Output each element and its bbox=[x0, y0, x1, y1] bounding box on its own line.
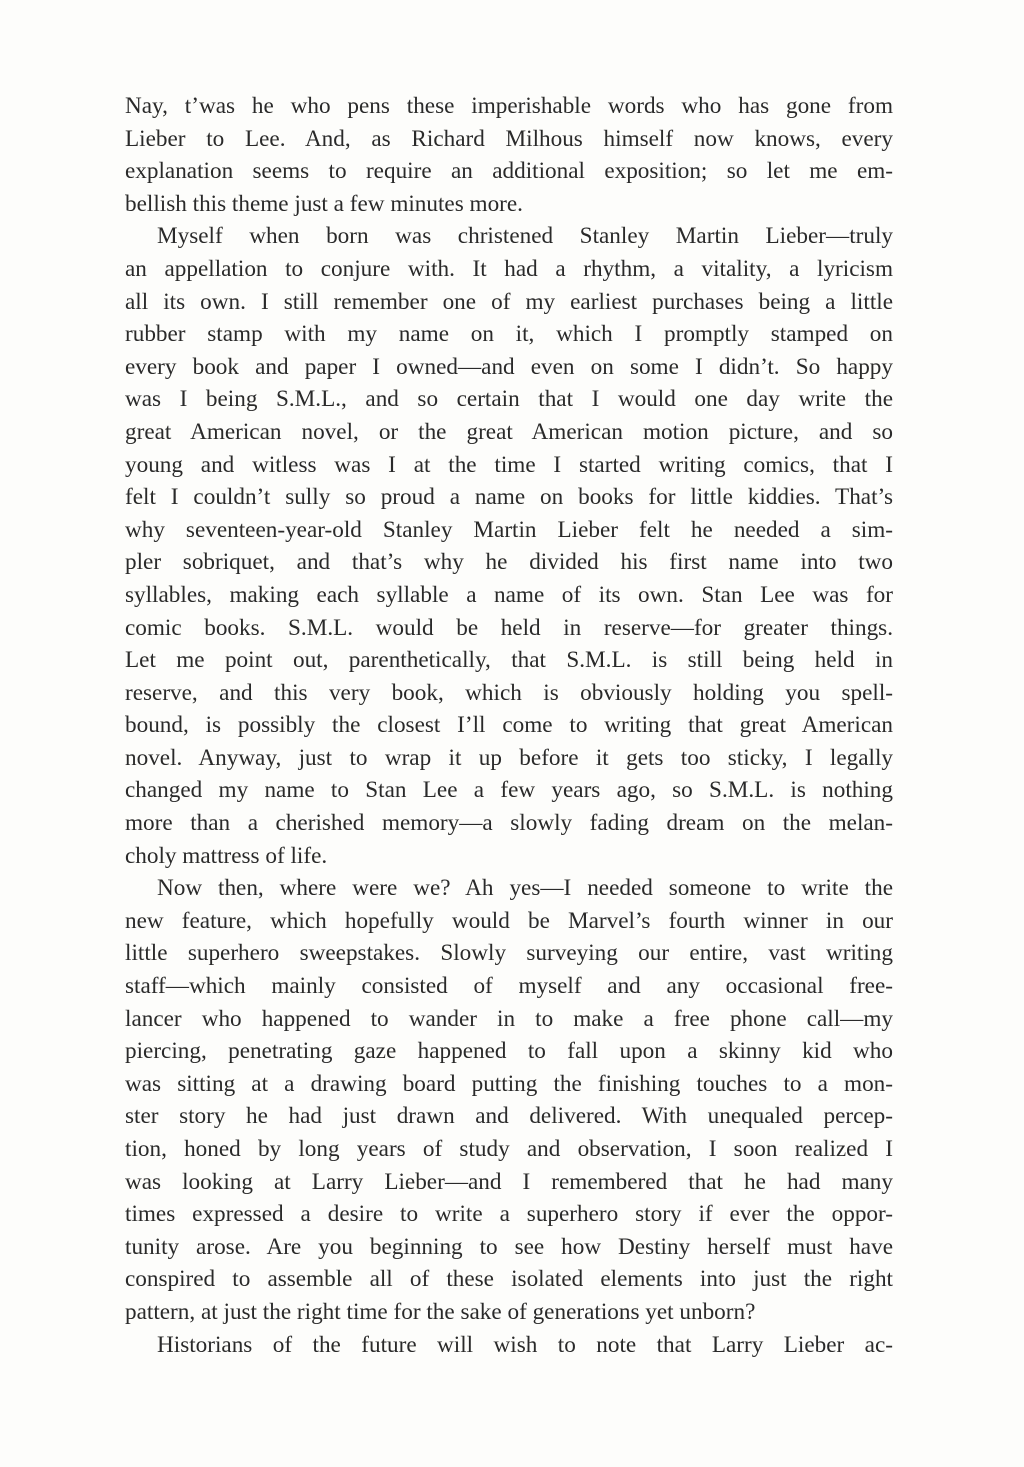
text-line: bound, is possibly the closest I’ll come to writing that great American bbox=[125, 712, 893, 739]
text-line: bellish this theme just a few minutes more. bbox=[125, 190, 523, 217]
paragraph-3 bbox=[125, 872, 893, 1328]
text-line: all its own. I still remember one of my earliest purchases being a little bbox=[125, 288, 893, 315]
text-line: staff—which mainly consisted of myself and any occasional free- bbox=[125, 973, 893, 1000]
text-line: choly mattress of life. bbox=[125, 842, 328, 869]
text-line: Historians of the future will wish to note that Larry Lieber ac- bbox=[157, 1331, 893, 1358]
body-text bbox=[125, 90, 893, 1361]
text-line: pattern, at just the right time for the sake of generations yet unborn? bbox=[125, 1298, 756, 1325]
text-line: an appellation to conjure with. It had a rhythm, a vitality, a lyricism bbox=[125, 255, 893, 282]
text-line: new feature, which hopefully would be Marvel’s fourth winner in our bbox=[125, 907, 893, 934]
text-line: comic books. S.M.L. would be held in reserve—for greater things. bbox=[125, 614, 893, 641]
text-line: Let me point out, parenthetically, that S.M.L. is still being held in bbox=[125, 647, 893, 674]
text-line: more than a cherished memory—a slowly fading dream on the melan- bbox=[125, 810, 893, 837]
text-line: was looking at Larry Lieber—and I remembered that he had many bbox=[125, 1168, 893, 1195]
text-line: felt I couldn’t sully so proud a name on books for little kiddies. That’s bbox=[125, 484, 893, 511]
paragraph-4 bbox=[125, 1329, 893, 1362]
paragraph-2 bbox=[125, 220, 893, 872]
text-line: was I being S.M.L., and so certain that I would one day write the bbox=[125, 386, 893, 413]
text-line: young and witless was I at the time I started writing comics, that I bbox=[125, 451, 893, 478]
text-line: changed my name to Stan Lee a few years ago, so S.M.L. is nothing bbox=[125, 777, 893, 804]
text-line: ster story he had just drawn and delivered. With unequaled percep- bbox=[125, 1103, 893, 1130]
text-line: pler sobriquet, and that’s why he divided his first name into two bbox=[125, 549, 893, 576]
text-line: Lieber to Lee. And, as Richard Milhous himself now knows, every bbox=[125, 125, 893, 152]
text-line: times expressed a desire to write a superhero story if ever the oppor- bbox=[125, 1201, 893, 1228]
text-line: great American novel, or the great American motion picture, and so bbox=[125, 418, 893, 445]
text-line: tion, honed by long years of study and observation, I soon realized I bbox=[125, 1136, 893, 1162]
text-line: rubber stamp with my name on it, which I promptly stamped on bbox=[125, 321, 893, 348]
text-line: conspired to assemble all of these isolated elements into just the right bbox=[125, 1266, 893, 1293]
text-line: Now then, where were we? Ah yes—I needed someone to write the bbox=[157, 875, 893, 902]
text-line: piercing, penetrating gaze happened to fall upon a skinny kid who bbox=[125, 1038, 893, 1065]
text-line: reserve, and this very book, which is obviously holding you spell- bbox=[125, 679, 893, 706]
text-line: tunity arose. Are you beginning to see how Destiny herself must have bbox=[125, 1233, 893, 1260]
text-line: syllables, making each syllable a name of its own. Stan Lee was for bbox=[125, 581, 893, 608]
text-line: explanation seems to require an additional exposition; so let me em- bbox=[125, 158, 893, 185]
text-line: was sitting at a drawing board putting the finishing touches to a mon- bbox=[125, 1070, 893, 1097]
text-line: Myself when born was christened Stanley Martin Lieber—truly bbox=[157, 223, 893, 250]
text-line: every book and paper I owned—and even on some I didn’t. So happy bbox=[125, 353, 893, 380]
paragraph-1 bbox=[125, 90, 893, 220]
text-line: novel. Anyway, just to wrap it up before it gets too sticky, I legally bbox=[125, 744, 893, 771]
text-line: lancer who happened to wander in to make a free phone call—my bbox=[125, 1005, 893, 1032]
text-line: little superhero sweepstakes. Slowly surveying our entire, vast writing bbox=[125, 940, 893, 967]
text-line: Nay, t’was he who pens these imperishable words who has gone from bbox=[125, 93, 893, 119]
text-line: why seventeen-year-old Stanley Martin Lieber felt he needed a sim- bbox=[125, 516, 893, 543]
